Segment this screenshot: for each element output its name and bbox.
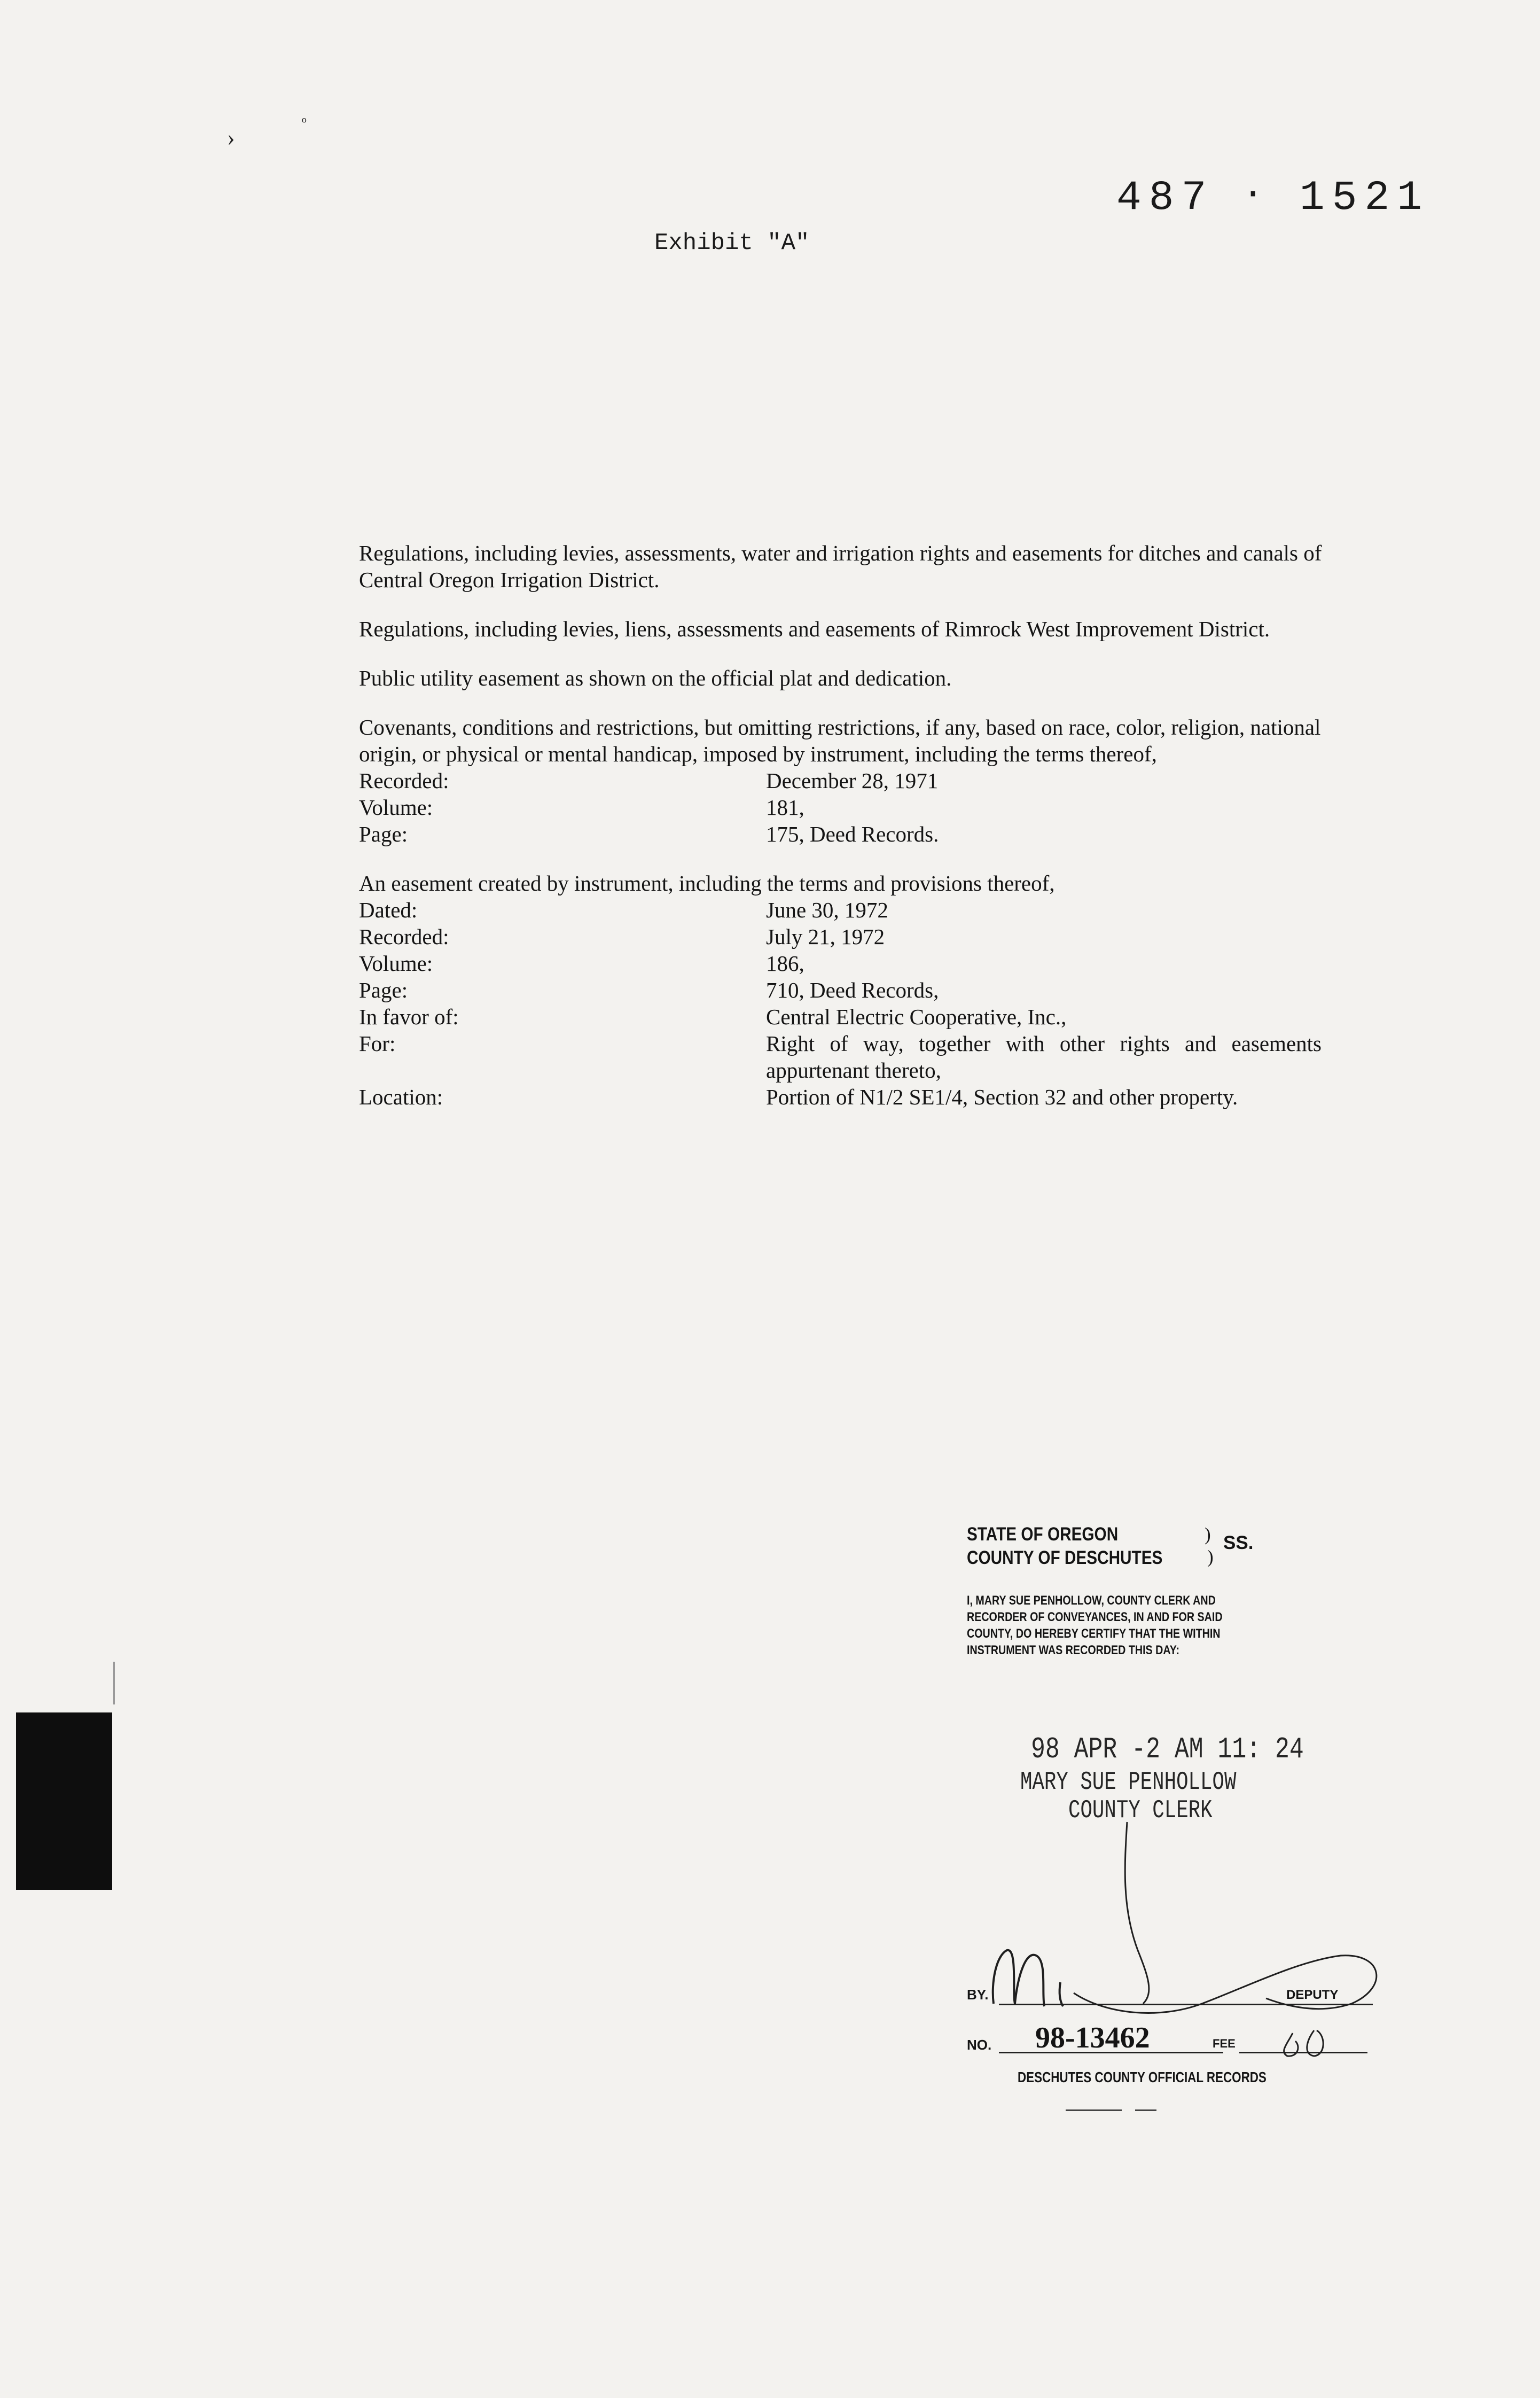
signature-stroke <box>1060 1982 1063 2006</box>
scan-edge-bar <box>16 1712 112 1890</box>
covenants-table <box>359 767 1322 847</box>
paragraph-irrigation: Regulations, including levies, assessments, water and irrigation rights and easements for ditches and canals of Central Oregon Irrigation District. <box>359 541 1322 592</box>
field-value: June 30, 1972 <box>766 898 888 922</box>
field-label: Page: <box>359 822 408 846</box>
paragraph-improvement-district: Regulations, including levies, liens, assessments and easements of Rimrock West Improvement District. <box>359 617 1270 641</box>
field-value: 175, Deed Records. <box>766 822 939 846</box>
recorded-datetime: 98 APR -2 AM 11: 24 <box>1031 1732 1304 1766</box>
field-label: Volume: <box>359 795 433 820</box>
table-row <box>359 977 1322 1003</box>
exceptions-body <box>359 540 1331 1133</box>
field-value: 181, <box>766 795 804 820</box>
field-label: Recorded: <box>359 924 449 949</box>
table-row <box>359 1084 1322 1110</box>
field-label: Volume: <box>359 951 433 976</box>
clerk-title: COUNTY CLERK <box>1068 1796 1213 1825</box>
table-row <box>359 950 1322 977</box>
exhibit-title: Exhibit "A" <box>654 230 810 256</box>
field-label: Location: <box>359 1085 443 1109</box>
scan-artifact-line <box>113 1662 115 1704</box>
stamp-ss: SS. <box>1223 1532 1254 1553</box>
signature-line <box>999 2004 1373 2005</box>
stray-mark: ᵒ <box>302 113 307 131</box>
signature-stroke <box>1125 1822 1149 2004</box>
bracket-mark: ) <box>1207 1546 1214 1567</box>
certification-line: I, MARY SUE PENHOLLOW, COUNTY CLERK AND <box>967 1593 1216 1608</box>
field-value: Right of way, together with other rights and easements appurtenant thereto, <box>766 1031 1322 1083</box>
table-row <box>359 1003 1322 1030</box>
recording-stamp <box>967 1523 1383 2085</box>
field-value: 710, Deed Records, <box>766 978 939 1002</box>
deputy-label: DEPUTY <box>1286 1988 1339 2002</box>
stamp-county: COUNTY OF DESCHUTES <box>967 1547 1163 1568</box>
stray-mark: › <box>227 124 235 151</box>
stamp-state: STATE OF OREGON <box>967 1524 1119 1545</box>
table-row <box>359 1030 1322 1084</box>
field-label: Recorded: <box>359 768 449 793</box>
divider <box>1066 2109 1122 2111</box>
table-row <box>359 794 1322 821</box>
page-number: 487 ‧ 1521 <box>1116 175 1430 222</box>
clerk-name: MARY SUE PENHOLLOW <box>1020 1768 1237 1797</box>
table-row <box>359 923 1322 950</box>
field-label: Dated: <box>359 898 418 922</box>
field-value: December 28, 1971 <box>766 768 939 793</box>
field-label: For: <box>359 1031 396 1056</box>
fee-label: FEE <box>1213 2037 1236 2050</box>
field-value: 186, <box>766 951 804 976</box>
easement-table <box>359 897 1322 1110</box>
by-label: BY. <box>967 1987 989 2003</box>
easement-intro: An easement created by instrument, including the terms and provisions thereof, <box>359 871 1055 896</box>
paragraph-utility-easement: Public utility easement as shown on the official plat and dedication. <box>359 666 952 690</box>
no-label: NO. <box>967 2037 992 2053</box>
record-number: 98-13462 <box>1035 2021 1150 2054</box>
table-row <box>359 897 1322 923</box>
bracket-mark: ) <box>1205 1524 1211 1545</box>
certification-line: COUNTY, DO HEREBY CERTIFY THAT THE WITHIN <box>967 1626 1221 1641</box>
field-value: July 21, 1972 <box>766 924 885 949</box>
field-label: In favor of: <box>359 1005 459 1029</box>
table-row <box>359 821 1322 847</box>
field-label: Page: <box>359 978 408 1002</box>
official-records-label: DESCHUTES COUNTY OFFICIAL RECORDS <box>1018 2069 1267 2085</box>
covenants-intro: Covenants, conditions and restrictions, but omitting restrictions, if any, based on race, color, religion, national origin, or physical or mental handicap, imposed by instrument, including the terms thereof, <box>359 715 1321 766</box>
certification-line: RECORDER OF CONVEYANCES, IN AND FOR SAID <box>967 1610 1223 1624</box>
signature-stroke <box>993 1950 1044 2006</box>
divider <box>1135 2109 1156 2111</box>
field-value: Portion of N1/2 SE1/4, Section 32 and other property. <box>766 1085 1238 1109</box>
field-value: Central Electric Cooperative, Inc., <box>766 1005 1067 1029</box>
fee-line <box>1239 2052 1367 2053</box>
easement-section <box>359 870 1331 1110</box>
certification-line: INSTRUMENT WAS RECORDED THIS DAY: <box>967 1643 1179 1657</box>
covenants-section <box>359 714 1331 847</box>
table-row <box>359 767 1322 794</box>
certification-text <box>967 1592 1339 1659</box>
